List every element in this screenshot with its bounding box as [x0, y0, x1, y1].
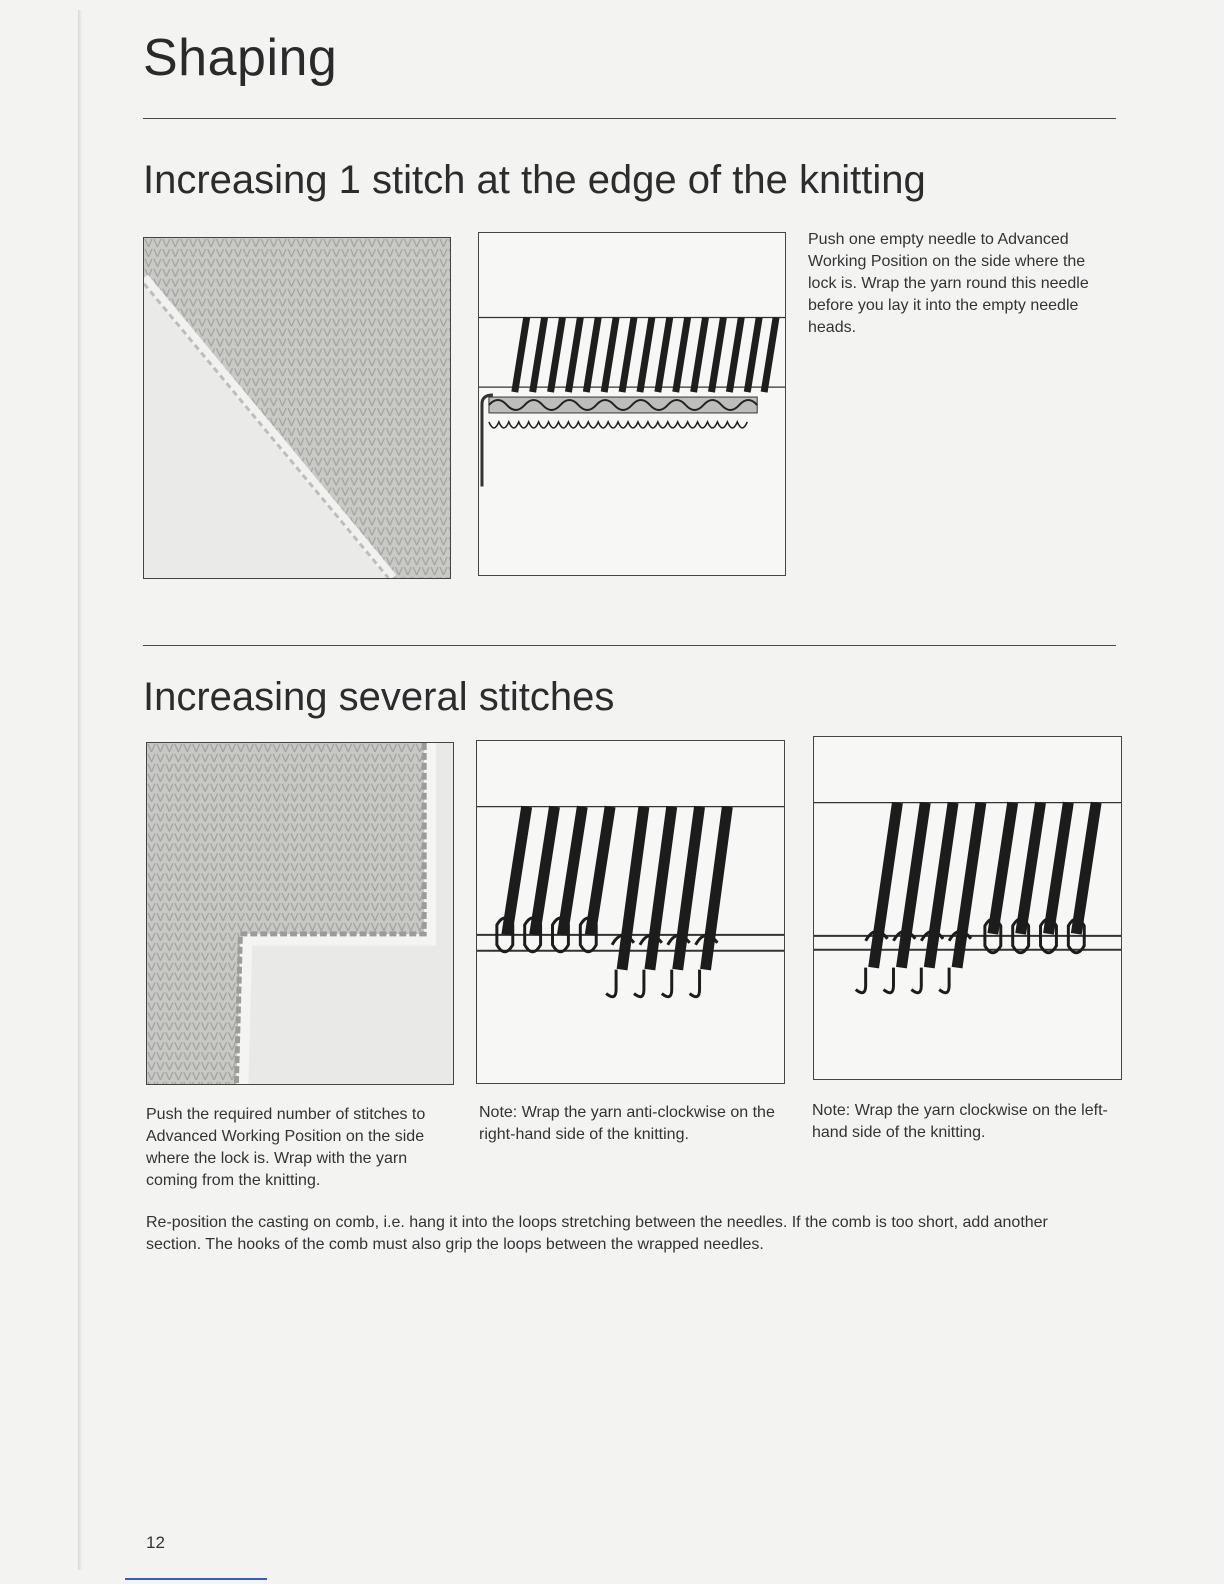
page-title: Shaping — [143, 29, 338, 87]
divider-middle — [143, 645, 1116, 646]
photo-diagonal-edge — [143, 237, 451, 579]
section1-instructions: Push one empty needle to Advanced Working Position on the side where the lock is. Wrap the yarn round this needle before you lay it into the empty needle heads. — [808, 231, 1089, 336]
divider-top — [143, 118, 1116, 119]
needle-diagram-2 — [477, 741, 784, 1083]
bottom-link-line — [125, 1578, 267, 1580]
photo-step-increase — [146, 742, 454, 1085]
caption-photo: Push the required number of stitches to Advanced Working Position on the side where the lock is. Wrap with the yarn coming from the knitting. — [146, 1106, 426, 1189]
knit-photo-2 — [147, 743, 453, 1084]
needle-diagram-1 — [479, 233, 785, 575]
caption-right-side: Note: Wrap the yarn anti-clockwise on the right-hand side of the knitting. — [479, 1104, 775, 1143]
diagram-right-side — [476, 740, 785, 1084]
scan-edge-shadow — [78, 10, 82, 1570]
diagram-left-side — [813, 736, 1122, 1080]
comb-instructions: Re-position the casting on comb, i.e. hang it into the loops stretching between the needles. If the comb is too short, add another section. The hooks of the comb must also grip the loops between the wrapped needles. — [146, 1214, 1048, 1253]
caption-left-side: Note: Wrap the yarn clockwise on the left-hand side of the knitting. — [812, 1102, 1108, 1141]
needle-diagram-3 — [814, 737, 1121, 1079]
knit-photo-1 — [144, 238, 450, 578]
diagram-one-needle — [478, 232, 786, 576]
section2-heading: Increasing several stitches — [143, 675, 615, 719]
section1-heading: Increasing 1 stitch at the edge of the knitting — [143, 158, 926, 202]
page-number: 12 — [146, 1533, 165, 1552]
